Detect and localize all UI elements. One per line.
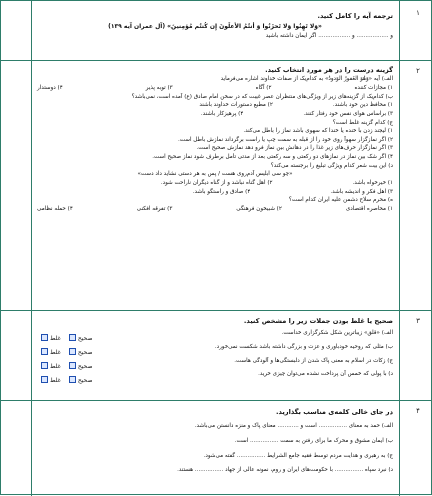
true-false-choice <box>41 362 92 370</box>
checkbox-icon <box>69 334 76 341</box>
fill-blank-line: ب) ایمان مشوق و محرک ما برای رفتن به سمت ................ است. <box>234 437 393 444</box>
option[interactable]: ۴) پرهیزکار باشند. <box>200 110 244 117</box>
option[interactable]: ۴) حمله نظامی <box>37 206 73 213</box>
options-row <box>37 179 393 188</box>
statement: ب) مثلی که روحیه خودباوری و عزت و بزرگی داشته باشد شکست نمی‌خورد. <box>214 343 393 350</box>
true-option[interactable]: صحیح <box>69 348 93 356</box>
option[interactable]: ۱) مجازات کننده <box>354 84 393 91</box>
checkbox-icon <box>41 362 48 369</box>
fill-blank-line: ج) به رهبری و هدایت مردم توسط فقیه جامع الشرایط ................ گفته می‌شود. <box>203 452 393 459</box>
question-title: ترجمه آیه را کامل کنید. <box>317 12 393 20</box>
false-option[interactable]: غلط <box>41 362 61 370</box>
question-row-1 <box>1 1 432 61</box>
true-option[interactable]: صحیح <box>69 334 93 342</box>
options-row <box>37 188 393 197</box>
option[interactable]: ۳) توبه پذیر <box>145 84 173 91</box>
option[interactable]: ۳) اگر نمازگزار حرف‌های زیر غذا را در دهانش بین نماز فرو دهد نمازش صحیح است. <box>196 145 393 152</box>
question-row-3 <box>1 311 432 401</box>
checkbox-icon <box>41 348 48 355</box>
false-option[interactable]: غلط <box>41 334 61 342</box>
false-option[interactable]: غلط <box>41 376 61 384</box>
translation-blank: و .................. و .................. اگر ایمان داشته باشید <box>265 32 393 39</box>
fill-blank-line: د) نبرد سپاه ................ با حکومت‌های ایران و روم، نمونه عالی از جهاد ................ هستند. <box>177 467 393 474</box>
question-number: ۳ <box>416 317 420 325</box>
question-row-2 <box>1 61 432 311</box>
false-option[interactable]: غلط <box>41 348 61 356</box>
question-row-4 <box>1 401 432 496</box>
option[interactable]: ۳) اهل فکر و اندیشه باشد. <box>330 188 393 195</box>
options-row <box>37 205 393 214</box>
verse-text: «وَلا تَهِنُوا وَلا تَحزَنُوا وَ أَنتُمُ الأَعلَونَ إِن کُنتُم مُؤمِنینَ» (آل عمران آیه ۱۳۹) <box>108 23 322 31</box>
true-false-choice <box>41 348 92 356</box>
checkbox-icon <box>41 376 48 383</box>
option[interactable]: ۲) آگاه <box>255 84 272 91</box>
question-number: ۱ <box>416 9 420 17</box>
question-body <box>111 316 393 379</box>
option[interactable]: ۴) صادق و راستگو باشد. <box>192 188 251 195</box>
option[interactable]: ۴) اگر شک بین نماز در نمازهای دو رکعتی و سه رکعتی بعد از مدتی تأمل برطرف شود نماز صحیح است. <box>152 154 393 161</box>
checkbox-icon <box>69 348 76 355</box>
true-option[interactable]: صحیح <box>69 362 93 370</box>
checkbox-icon <box>69 362 76 369</box>
options-row <box>37 84 393 93</box>
option[interactable]: ۱) محاصره اقتصادی <box>345 206 393 213</box>
option[interactable]: ۲) شبیخون فرهنگی <box>236 206 282 213</box>
option[interactable]: ۲) مطیع دستورات خداوند باشند <box>199 102 273 109</box>
option[interactable]: ۲) اگر نمازگزار سهواً روی خود را از قبله به سمت چپ یا راست برگرداند نمازش باطل است. <box>177 136 393 143</box>
true-false-choice <box>41 376 92 384</box>
true-false-choice <box>41 334 92 342</box>
option[interactable]: ۳) تفرقه افکنی <box>136 206 173 213</box>
poem-line: «چو سی ابلیس آدم‌روی هست / پس به هر دستی نشاید داد دست» <box>137 171 293 178</box>
options-row <box>37 110 393 119</box>
statement: د) با پولی که خمس آن پرداخت نشده می‌توان چیزی خرید. <box>258 371 393 378</box>
question-number: ۴ <box>416 407 420 415</box>
sub-question: ب) کدام‌یک از گزینه‌های زیر از ویژگی‌های منتظران عصر غیبت که در سخن امام صادق (ع) آمده است، نمی‌باشد؟ <box>131 93 393 100</box>
sub-question: ج) کدام گزینه غلط است؟ <box>332 119 393 126</box>
option[interactable]: ۱) خیرخواه باشد. <box>352 180 393 187</box>
option[interactable]: ۳) براساس هوای نفس خود رفتار کنند. <box>303 110 393 117</box>
question-body <box>37 407 393 475</box>
statement: ج) زکات در اسلام به معنی پاک شدن از دلبستگی‌ها و آلودگی هاست. <box>234 357 393 364</box>
option[interactable]: ۴) دوستدار <box>37 84 63 91</box>
options-row <box>37 101 393 110</box>
sub-question: د) این بیت شعر کدام ویژگی تبلیغ را برجسته می‌کند؟ <box>270 162 393 169</box>
option[interactable]: ۱) محافظ دین خود باشند. <box>332 102 393 109</box>
sub-question: الف) آیه «وَهُوَ الغَفورُ الوَدودُ» به کدام‌یک از صفات خداوند اشاره می‌فرماید <box>220 76 393 83</box>
question-body <box>37 11 393 40</box>
sub-question: ه) محرم سلاح دشمن علیه ایران کدام است؟ <box>288 197 393 204</box>
statement: الف) «قلق» زیباترین شکل شکرگزاری خداست. <box>281 330 393 337</box>
question-title: در جای خالی کلمه‌ی مناسب بگذارید. <box>276 408 393 416</box>
question-number: ۲ <box>416 67 420 75</box>
option[interactable]: ۱) لیجند زدن با خنده یا خندا که سهوی باشد نماز را باطل می‌کند. <box>243 128 393 135</box>
option[interactable]: ۲) اهل گناه نباشد و از گناه دیگران ناراحت شود. <box>160 180 273 187</box>
question-body <box>37 65 393 214</box>
checkbox-icon <box>41 334 48 341</box>
true-option[interactable]: صحیح <box>69 376 93 384</box>
fill-blank-line: الف) حمد به معنای ................ است و ............ معنای پاک و منزه دانستن می‌باشد. <box>194 423 393 430</box>
question-title: صحیح یا غلط بودن جملات زیر را مشخص کنید. <box>243 317 393 325</box>
checkbox-icon <box>69 376 76 383</box>
question-title: گزینه درست را در هر مورد انتخاب کنید. <box>265 66 393 74</box>
